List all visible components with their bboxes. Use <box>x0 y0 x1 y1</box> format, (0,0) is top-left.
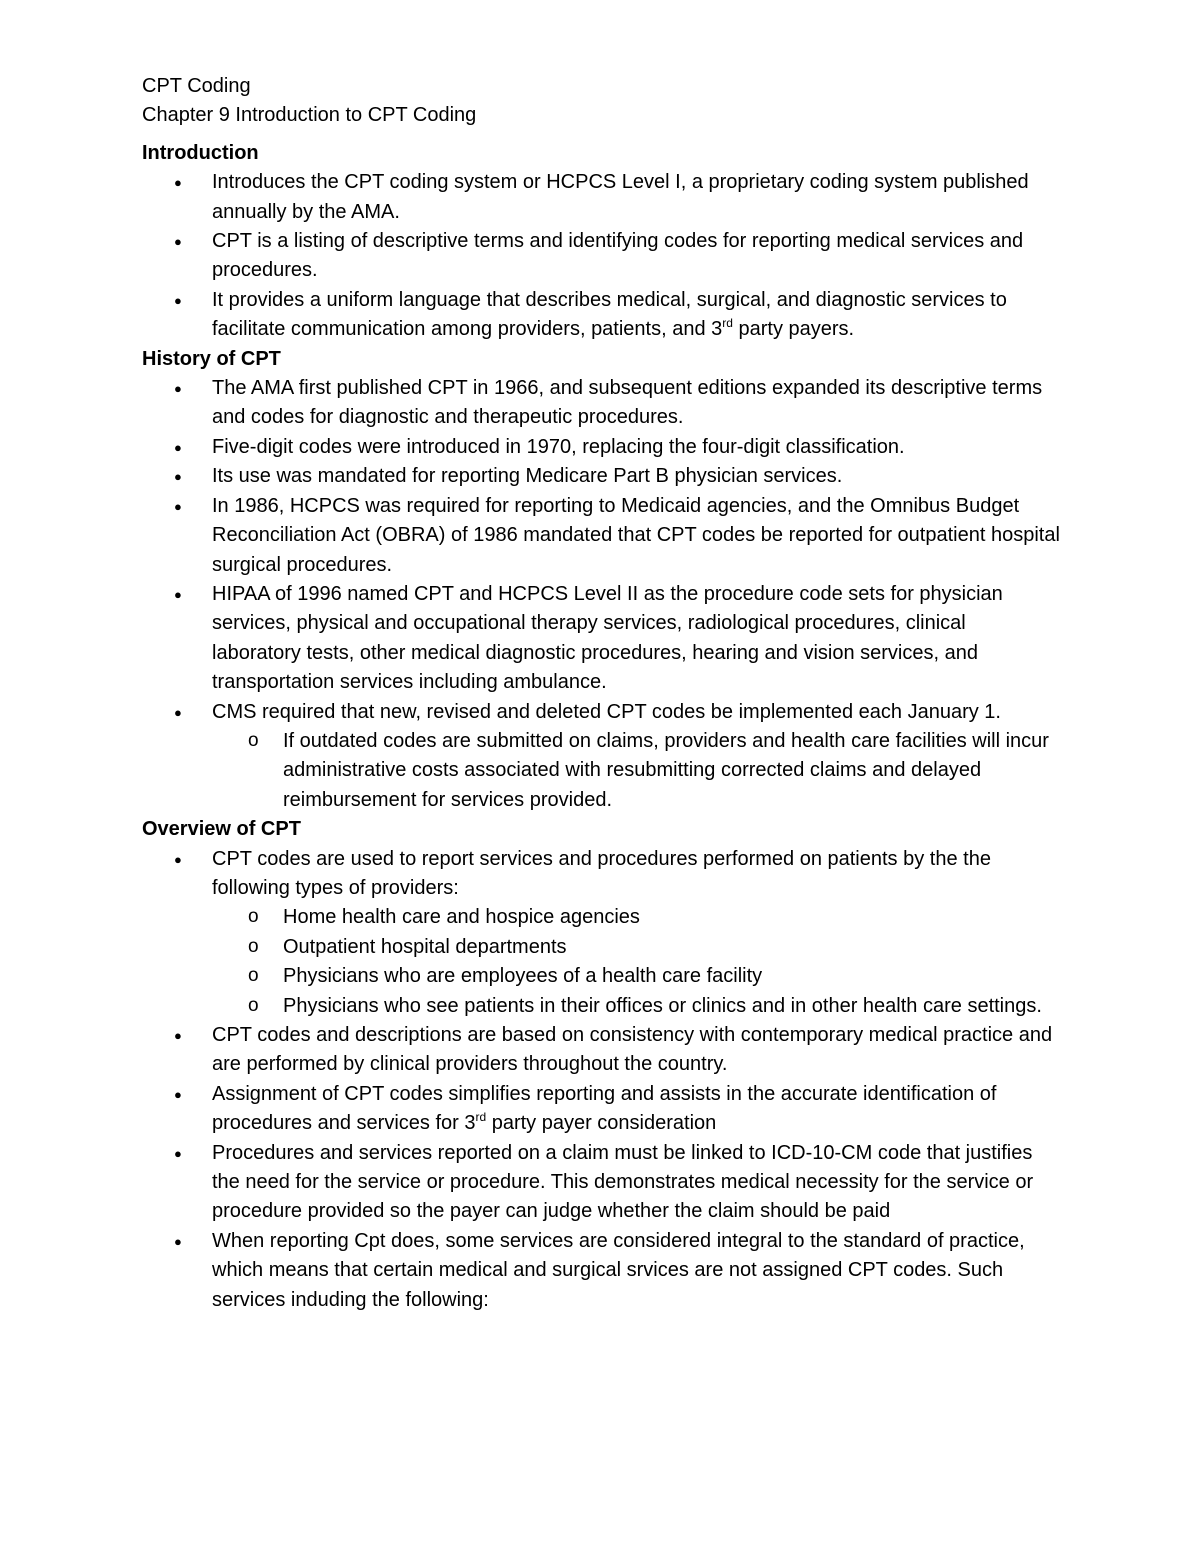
superscript: rd <box>722 316 733 331</box>
list-item: ● In 1986, HCPCS was required for reporting to Medicaid agencies, and the Omnibus Budget Reconciliation Act (OBRA) of 1986 mandated that CPT codes be reported for outpatient hospital surgical procedures. <box>142 492 1060 580</box>
sub-list-item: o If outdated codes are submitted on claims, providers and health care facilities will incur administrative costs associated with resubmitting corrected claims and delayed reimbursement for services provided. <box>142 727 1060 815</box>
list-item-text: Assignment of CPT codes simplifies reporting and assists in the accurate identification of procedures and services for 3 <box>212 1082 997 1135</box>
list-item: ● HIPAA of 1996 named CPT and HCPCS Level II as the procedure code sets for physician services, physical and occupational therapy services, radiological procedures, clinical laboratory tests, other medical diagnostic procedures, hearing and vision services, and transportation services including ambulance. <box>142 580 1060 698</box>
history-list <box>142 374 1060 815</box>
list-item: ● Introduces the CPT coding system or HCPCS Level I, a proprietary coding system published annually by the AMA. <box>142 168 1060 227</box>
chapter-title: Chapter 9 Introduction to CPT Coding <box>142 104 477 127</box>
list-item-text: party payer consideration <box>486 1112 717 1135</box>
list-item <box>142 1080 1060 1139</box>
list-item-text: It provides a uniform language that describes medical, surgical, and diagnostic services to facilitate communication among providers, patients, and 3 <box>212 288 1007 341</box>
document-title: CPT Coding <box>142 75 251 97</box>
list-item: ● Five-digit codes were introduced in 1970, replacing the four-digit classification. <box>142 433 1060 462</box>
list-item: ● The AMA first published CPT in 1966, and subsequent editions expanded its descriptive terms and codes for diagnostic and therapeutic procedures. <box>142 374 1060 433</box>
section-heading-history: History of CPT <box>142 347 281 370</box>
sub-list-item: o Physicians who are employees of a health care facility <box>142 962 1060 991</box>
list-item: ● CMS required that new, revised and deleted CPT codes be implemented each January 1. <box>142 698 1060 727</box>
sub-list-item: o Outpatient hospital departments <box>142 933 1060 962</box>
superscript: rd <box>475 1110 487 1125</box>
list-item: ● Its use was mandated for reporting Medicare Part B physician services. <box>142 462 1060 491</box>
list-item: ● CPT is a listing of descriptive terms and identifying codes for reporting medical services and procedures. <box>142 227 1060 286</box>
introduction-list <box>142 168 1060 344</box>
section-heading-overview: Overview of CPT <box>142 818 301 841</box>
list-item: ● CPT codes and descriptions are based on consistency with contemporary medical practice and are performed by clinical providers throughout the country. <box>142 1021 1060 1080</box>
list-item <box>142 286 1060 345</box>
sub-list-item: o Home health care and hospice agencies <box>142 903 1060 932</box>
sub-list-item: o Physicians who see patients in their offices or clinics and in other health care settings. <box>142 992 1060 1021</box>
list-item-text: party payers. <box>732 318 855 341</box>
list-item: ● CPT codes are used to report services and procedures performed on patients by the the following types of providers: <box>142 845 1060 904</box>
section-heading-introduction: Introduction <box>142 141 259 164</box>
spacer <box>142 131 1060 139</box>
list-item: ● When reporting Cpt does, some services are considered integral to the standard of practice, which means that certain medical and surgical srvices are not assigned CPT codes. Such services induding the following: <box>142 1227 1060 1315</box>
overview-list <box>142 845 1060 1316</box>
list-item: ● Procedures and services reported on a claim must be linked to ICD-10-CM code that justifies the need for the service or procedure. This demonstrates medical necessity for the service or procedure provided so the payer can judge whether the claim should be paid <box>142 1139 1060 1227</box>
